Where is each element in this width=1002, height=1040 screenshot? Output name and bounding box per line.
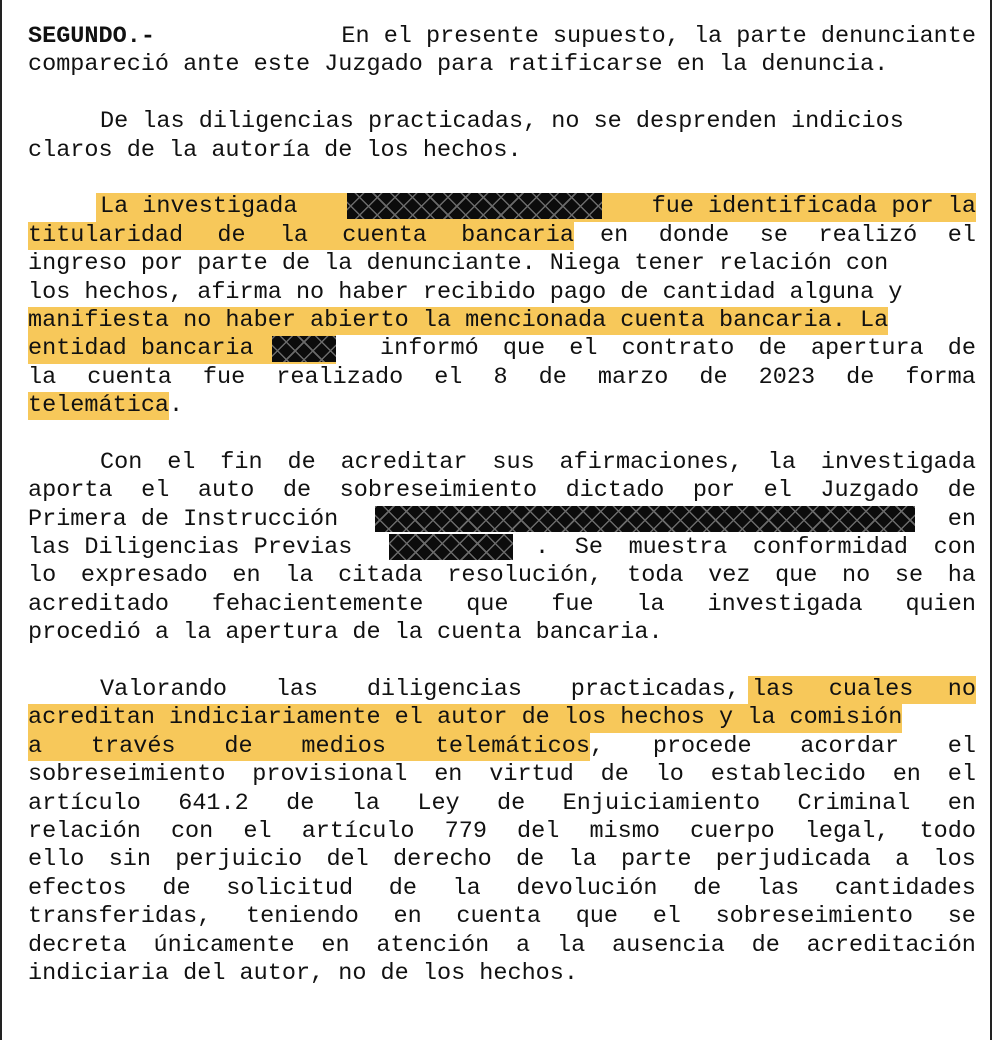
p3-l2-b: en donde se realizó el (600, 221, 976, 249)
p1-line-1-text: En el presente supuesto, la parte denunciante (341, 23, 976, 50)
p3-l8-b: . (169, 392, 184, 420)
p5-l3-b: , procede acordar el (590, 732, 976, 760)
p5-l9: transferidas, teniendo en cuenta que el sobreseimiento se (28, 903, 976, 931)
p4-l2: aporta el auto de sobreseimiento dictado por el Juzgado de (28, 477, 976, 505)
p2-line-2 (28, 137, 976, 165)
p5-l4: sobreseimiento provisional en virtud de lo establecido en el (28, 761, 976, 789)
redaction-block (347, 193, 602, 219)
p4-line-2 (28, 477, 976, 505)
highlight-medios: a través de medios telemáticos (28, 732, 590, 760)
p5-l11: indiciaria del autor, no de los hechos. (28, 959, 578, 987)
p3-line-2 (28, 222, 976, 250)
p4-line-1 (28, 449, 976, 477)
p5-line-7 (28, 846, 976, 874)
p5-l5: artículo 641.2 de la Ley de Enjuiciamiento Criminal en (28, 789, 976, 817)
highlight-titularidad: titularidad de la cuenta bancaria (28, 221, 574, 249)
p4-l7: procedió a la apertura de la cuenta bancaria. (28, 619, 663, 647)
p3-line-4 (28, 279, 976, 307)
p3-l4: los hechos, afirma no haber recibido pago de cantidad alguna y (28, 278, 903, 306)
redaction-block (375, 506, 915, 532)
p5-l8: efectos de solicitud de la devolución de las cantidades (28, 874, 976, 902)
p3-line-1 (28, 193, 976, 221)
p5-l10: decreta únicamente en atención a la ausencia de acreditación (28, 931, 976, 959)
highlight-entidad (28, 335, 336, 363)
p5-line-6 (28, 818, 976, 846)
p3-line-7 (28, 364, 976, 392)
p3-l6-b: informó que el contrato de apertura de (380, 335, 976, 363)
p1-line-2-text: compareció ante este Juzgado para ratificarse en la denuncia. (28, 51, 889, 79)
p5-line-11 (28, 960, 976, 988)
p2-line-1 (28, 108, 976, 136)
p4-line-5 (28, 562, 976, 590)
redaction-block (389, 534, 513, 560)
p3-line-3 (28, 250, 976, 278)
p3-l1-b: fue identificada por la (651, 193, 976, 221)
p2-line-1-text: De las diligencias practicadas, no se desprenden indicios (100, 108, 904, 136)
p3-l1-a: La investigada (100, 193, 298, 221)
p3-line-5 (28, 307, 976, 335)
p2-line-2-text: claros de la autoría de los hechos. (28, 136, 522, 164)
redaction-block (272, 336, 336, 362)
p3-line-8 (28, 392, 976, 420)
p3-line-6 (28, 335, 976, 363)
p5-line-5 (28, 790, 976, 818)
p4-l5: lo expresado en la citada resolución, toda vez que no se ha (28, 562, 976, 590)
p4-l4-a: las Diligencias Previas (28, 534, 353, 562)
p4-line-3 (28, 506, 976, 534)
p4-l3-a: Primera de Instrucción (28, 505, 339, 533)
p5-line-4 (28, 761, 976, 789)
section-heading: SEGUNDO.- (28, 23, 155, 50)
p4-l3-b: en (947, 505, 976, 533)
p4-l4-b: . Se muestra conformidad con (534, 534, 976, 562)
p5-line-9 (28, 903, 976, 931)
p5-l1-a: Valorando las diligencias practicadas, (100, 675, 740, 703)
p5-l6: relación con el artículo 779 del mismo cuerpo legal, todo (28, 817, 976, 845)
highlight-acreditan: acreditan indiciariamente el autor de los hechos y la comisión (28, 704, 903, 732)
highlight-las-cuales: las cuales no (748, 676, 976, 704)
legal-document (28, 23, 976, 988)
p5-line-1 (28, 676, 976, 704)
p1-line-1 (28, 23, 976, 51)
p4-line-4 (28, 534, 976, 562)
p3-l7: la cuenta fue realizado el 8 de marzo de 2023 de forma (28, 363, 976, 391)
p5-line-10 (28, 932, 976, 960)
p4-line-7 (28, 619, 976, 647)
p3-l6-a: entidad bancaria (28, 335, 254, 363)
highlight-manifiesta: manifiesta no haber abierto la mencionada cuenta bancaria. La (28, 306, 889, 334)
highlight-telematica: telemática (28, 392, 170, 420)
p3-l3: ingreso por parte de la denunciante. Niega tener relación con (28, 250, 889, 278)
p1-line-2 (28, 51, 976, 79)
p5-line-3 (28, 733, 976, 761)
p4-l1: Con el fin de acreditar sus afirmaciones, la investigada (100, 448, 976, 476)
p5-line-8 (28, 875, 976, 903)
p5-l7: ello sin perjuicio del derecho de la parte perjudicada a los (28, 846, 976, 874)
p4-l6: acreditado fehacientemente que fue la investigada quien (28, 590, 976, 618)
highlight-investigada (96, 193, 976, 221)
p5-line-2 (28, 704, 976, 732)
p4-line-6 (28, 591, 976, 619)
